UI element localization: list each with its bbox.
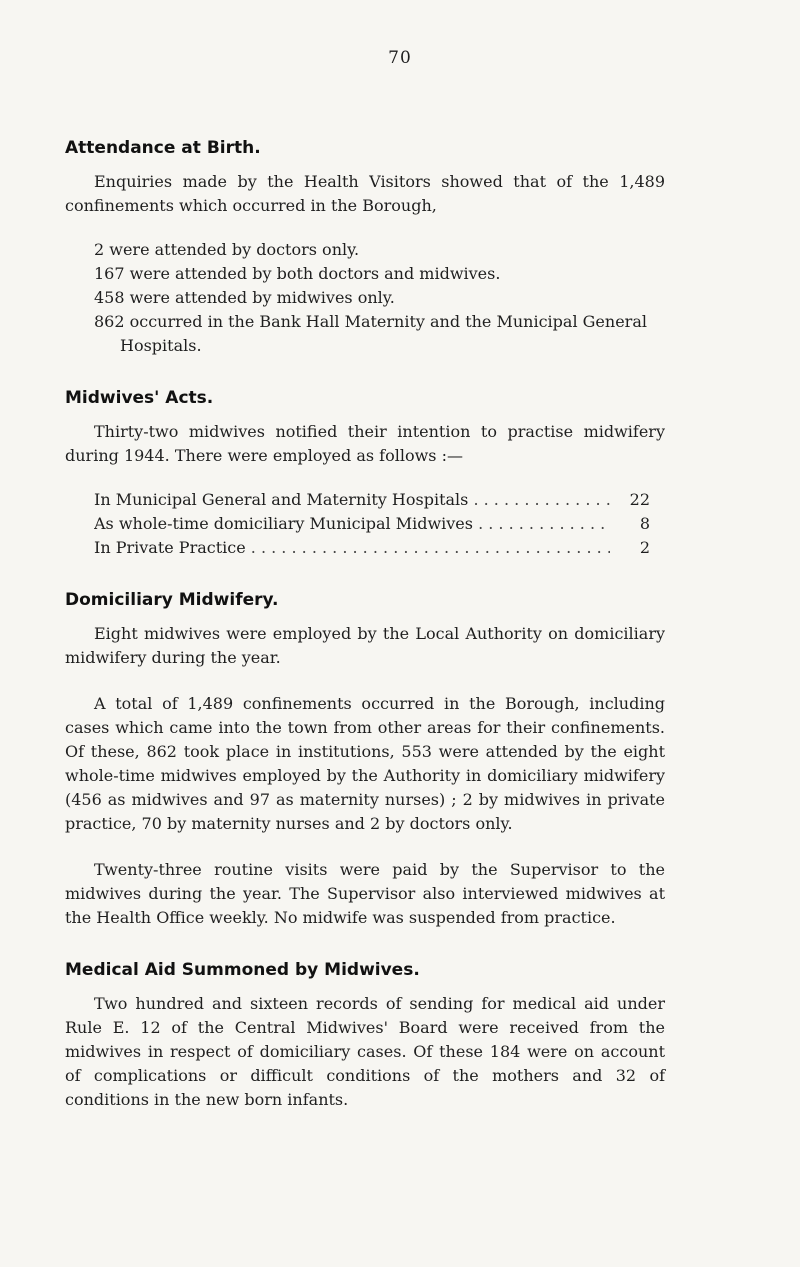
paragraph: Eight midwives were employed by the Local Authority on domiciliary midwifery during the year. xyxy=(65,624,665,667)
list-item: 458 were attended by midwives only. xyxy=(94,288,395,307)
section-heading-midwives-acts: Midwives' Acts. xyxy=(65,388,214,408)
table-row xyxy=(94,536,650,560)
page-content xyxy=(65,138,665,1112)
section-attendance-at-birth xyxy=(65,138,665,358)
midwives-acts-intro: Thirty-two midwives notified their intention to practise midwifery during 1944. There were employed as follows :— xyxy=(65,422,665,465)
table-row xyxy=(94,488,650,512)
paragraph: Two hundred and sixteen records of sending for medical aid under Rule E. 12 of the Central Midwives' Board were received from the midwives in respect of domiciliary cases. Of these 184 were on account of complications or difficult conditions of the mothers and 32 of conditions in the new born infants. xyxy=(65,994,665,1109)
employment-count: 8 xyxy=(639,514,650,533)
paragraph: A total of 1,489 confinements occurred in the Borough, including cases which came into the town from other areas for their confinements. Of these, 862 took place in institutions, 553 were attended by the eight whole-time midwives employed by the Authority in domiciliary midwifery (456 as midwives and 97 as maternity nurses) ; 2 by midwives in private practice, 70 by maternity nurses and 2 by doctors only. xyxy=(65,694,665,833)
paragraph: Twenty-three routine visits were paid by the Supervisor to the midwives during the year. The Supervisor also interviewed midwives at the Health Office weekly. No midwife was suspended from practice. xyxy=(65,860,665,927)
attendance-list xyxy=(65,238,665,358)
page-number: 70 xyxy=(388,48,412,68)
section-heading-attendance: Attendance at Birth. xyxy=(65,138,261,158)
employment-label: In Municipal General and Maternity Hospitals . . . xyxy=(94,488,610,512)
table-row xyxy=(94,512,650,536)
section-domiciliary-midwifery xyxy=(65,590,665,930)
section-medical-aid xyxy=(65,960,665,1112)
employment-label: In Private Practice . . . xyxy=(94,536,610,560)
list-item: 2 were attended by doctors only. xyxy=(94,240,360,259)
list-item: 862 occurred in the Bank Hall Maternity and the Municipal General Hospitals. xyxy=(94,312,647,355)
employment-label: As whole-time domiciliary Municipal Midwives . . . xyxy=(94,512,610,536)
employment-count: 22 xyxy=(629,490,650,509)
attendance-intro: Enquiries made by the Health Visitors showed that of the 1,489 confinements which occurred in the Borough, xyxy=(65,172,665,215)
section-midwives-acts xyxy=(65,388,665,560)
employment-count: 2 xyxy=(639,538,650,557)
section-heading-medical-aid: Medical Aid Summoned by Midwives. xyxy=(65,960,420,980)
employment-table xyxy=(94,488,650,560)
list-item: 167 were attended by both doctors and midwives. xyxy=(94,264,501,283)
section-heading-domiciliary: Domiciliary Midwifery. xyxy=(65,590,279,610)
